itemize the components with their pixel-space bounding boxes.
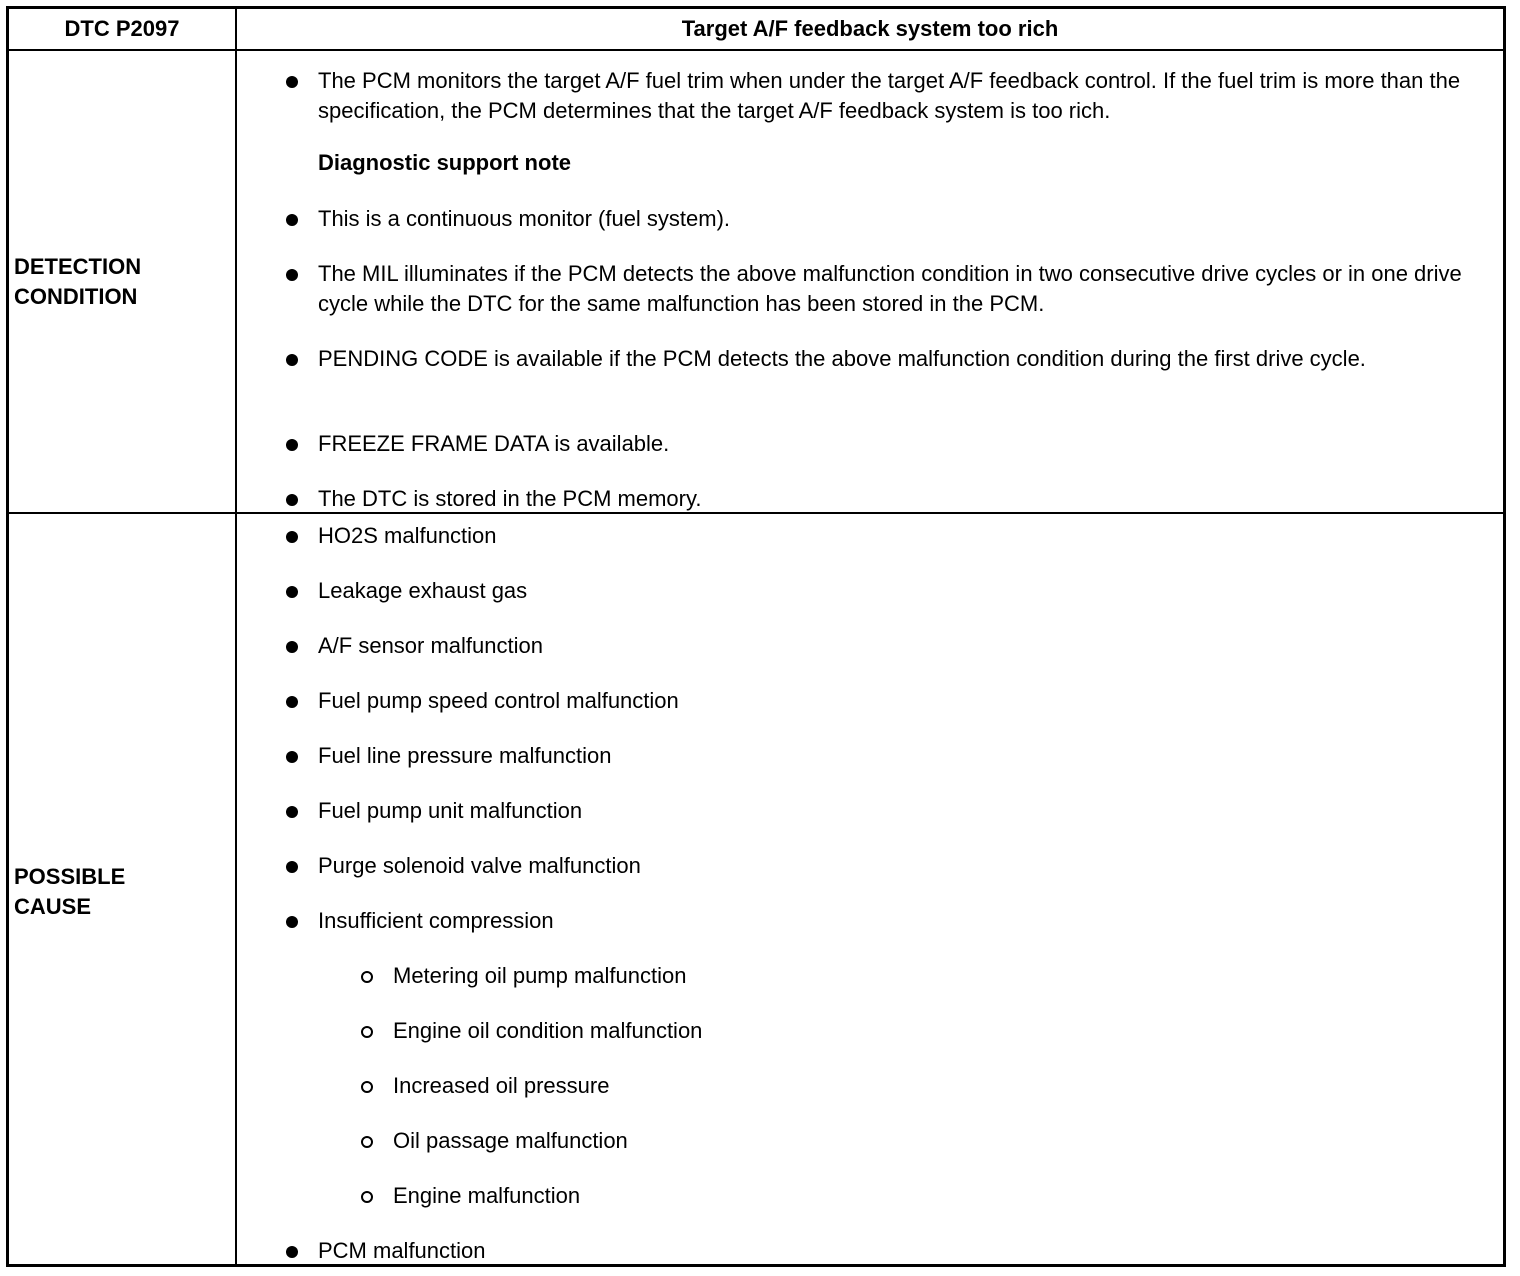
diagnostic-support-note-heading: Diagnostic support note bbox=[318, 150, 571, 175]
list-item-text: Leakage exhaust gas bbox=[318, 578, 528, 603]
detection-condition-label bbox=[14, 252, 229, 312]
list-item-text: A/F sensor malfunction bbox=[318, 633, 543, 658]
bullet-icon bbox=[286, 1246, 298, 1258]
detection-label-line1: DETECTION bbox=[14, 254, 142, 279]
bullet-icon bbox=[286, 439, 298, 451]
bullet-icon bbox=[286, 806, 298, 818]
bullet-icon bbox=[286, 76, 298, 88]
sub-list-item-text: Engine oil condition malfunction bbox=[393, 1018, 703, 1043]
detection-condition-content bbox=[237, 51, 1503, 512]
list-item-text: This is a continuous monitor (fuel system). bbox=[318, 206, 731, 231]
list-item-text: Fuel pump unit malfunction bbox=[318, 798, 583, 823]
list-item-text: Fuel pump speed control malfunction bbox=[318, 688, 679, 713]
bullet-icon bbox=[286, 494, 298, 506]
detection-label-line2: CONDITION bbox=[14, 284, 138, 309]
bullet-icon bbox=[286, 751, 298, 763]
list-item-text: The MIL illuminates if the PCM detects the above malfunction condition in two consecutive drive cycles or in one drive cycle while the DTC for the same malfunction has been stored in the PCM. bbox=[318, 261, 1462, 316]
dtc-code: DTC P2097 bbox=[64, 16, 180, 41]
sub-list-item-text: Metering oil pump malfunction bbox=[393, 963, 687, 988]
sub-list-item-text: Oil passage malfunction bbox=[393, 1128, 628, 1153]
dtc-title: Target A/F feedback system too rich bbox=[681, 16, 1059, 41]
sub-list-item-text: Engine malfunction bbox=[393, 1183, 581, 1208]
sub-list-item-text: Increased oil pressure bbox=[393, 1073, 610, 1098]
bullet-icon bbox=[286, 214, 298, 226]
hollow-bullet-icon bbox=[361, 1136, 373, 1148]
list-item-text: PENDING CODE is available if the PCM detects the above malfunction condition during the first drive cycle. bbox=[318, 346, 1366, 371]
bullet-icon bbox=[286, 586, 298, 598]
bullet-icon bbox=[286, 641, 298, 653]
list-item-text: Fuel line pressure malfunction bbox=[318, 743, 612, 768]
hollow-bullet-icon bbox=[361, 971, 373, 983]
cause-label-line1: POSSIBLE bbox=[14, 864, 126, 889]
list-item-text: FREEZE FRAME DATA is available. bbox=[318, 431, 670, 456]
list-item-text: Insufficient compression bbox=[318, 908, 554, 933]
cause-label-line2: CAUSE bbox=[14, 894, 92, 919]
dtc-table bbox=[6, 6, 1506, 1267]
list-item-text: The DTC is stored in the PCM memory. bbox=[318, 486, 702, 511]
hollow-bullet-icon bbox=[361, 1026, 373, 1038]
list-item-text: The PCM monitors the target A/F fuel trim when under the target A/F feedback control. If the fuel trim is more than the specification, the PCM determines that the target A/F feedback system is too rich. bbox=[318, 68, 1461, 123]
bullet-icon bbox=[286, 531, 298, 543]
bullet-icon bbox=[286, 354, 298, 366]
bullet-icon bbox=[286, 269, 298, 281]
bullet-icon bbox=[286, 861, 298, 873]
bullet-icon bbox=[286, 916, 298, 928]
bullet-icon bbox=[286, 696, 298, 708]
list-item-text: Purge solenoid valve malfunction bbox=[318, 853, 641, 878]
hollow-bullet-icon bbox=[361, 1191, 373, 1203]
hollow-bullet-icon bbox=[361, 1081, 373, 1093]
possible-cause-label bbox=[14, 862, 229, 922]
list-item-text: HO2S malfunction bbox=[318, 523, 497, 548]
list-item-text: PCM malfunction bbox=[318, 1238, 486, 1263]
